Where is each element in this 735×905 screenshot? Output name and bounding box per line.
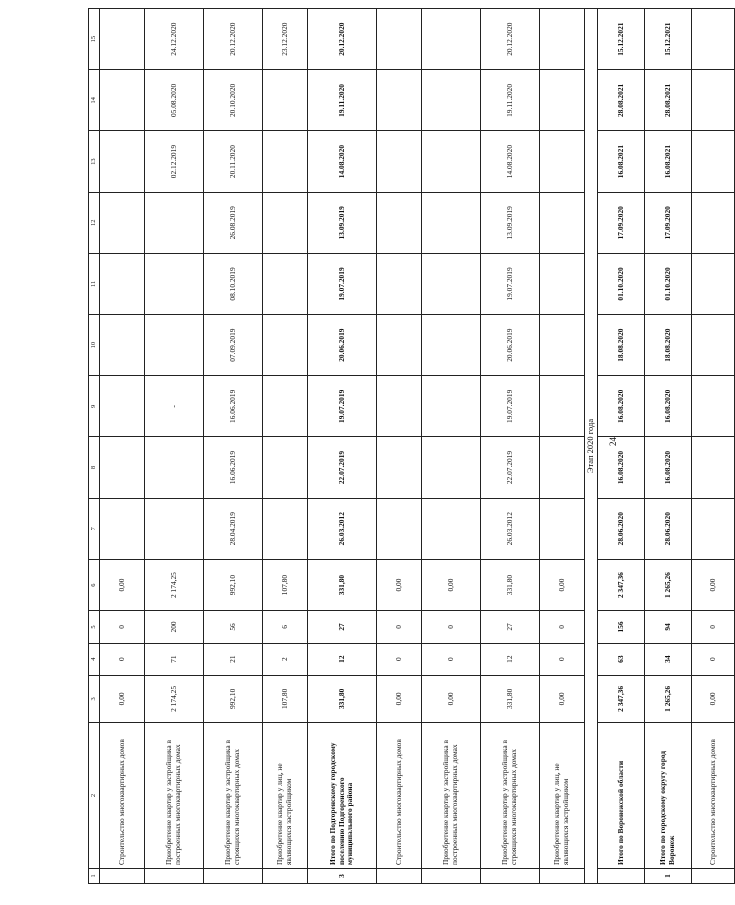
table-row bbox=[540, 9, 585, 884]
data-cell bbox=[377, 437, 422, 498]
stage-row bbox=[585, 9, 598, 884]
data-cell bbox=[100, 498, 145, 559]
data-cell: 0 bbox=[692, 643, 735, 675]
data-cell: 19.07.2019 bbox=[308, 376, 377, 437]
data-cell bbox=[145, 315, 204, 376]
data-cell bbox=[692, 9, 735, 70]
data-cell: 16.06.2019 bbox=[204, 376, 263, 437]
data-cell: 0 bbox=[422, 643, 481, 675]
data-cell: 17.09.2020 bbox=[598, 192, 645, 253]
data-cell: 01.10.2020 bbox=[598, 253, 645, 314]
col-header: 7 bbox=[89, 498, 100, 559]
data-cell bbox=[263, 498, 308, 559]
data-cell: 94 bbox=[645, 611, 692, 643]
row-name-cell: Итого по Подгоренскому городскому поселению Подгоренского муниципального района bbox=[308, 722, 377, 868]
row-name-cell: Строительство многоквартирных домов bbox=[377, 722, 422, 868]
data-cell: 20.12.2020 bbox=[308, 9, 377, 70]
data-cell: 26.08.2019 bbox=[204, 192, 263, 253]
data-cell: 34 bbox=[645, 643, 692, 675]
data-cell bbox=[100, 376, 145, 437]
data-cell: 331,80 bbox=[481, 559, 540, 611]
data-cell: 0 bbox=[540, 611, 585, 643]
data-cell bbox=[263, 131, 308, 192]
table-row bbox=[145, 9, 204, 884]
table-row bbox=[377, 9, 422, 884]
data-cell: - bbox=[145, 376, 204, 437]
table-row bbox=[481, 9, 540, 884]
data-cell bbox=[377, 131, 422, 192]
column-number-row bbox=[89, 9, 100, 884]
row-number-cell bbox=[145, 868, 204, 883]
col-header: 3 bbox=[89, 675, 100, 722]
data-cell: 0 bbox=[692, 611, 735, 643]
housing-program-table bbox=[88, 8, 735, 884]
row-name-cell: Приобретение квартир у лиц, не являющихся застройщиком bbox=[263, 722, 308, 868]
table-row bbox=[308, 9, 377, 884]
row-number-cell bbox=[540, 868, 585, 883]
data-cell: 13.09.2019 bbox=[481, 192, 540, 253]
data-cell bbox=[377, 253, 422, 314]
data-cell: 28.04.2019 bbox=[204, 498, 263, 559]
page-number: 24 bbox=[608, 437, 618, 446]
data-cell: 0 bbox=[377, 611, 422, 643]
data-cell bbox=[540, 9, 585, 70]
data-cell bbox=[540, 70, 585, 131]
col-header: 11 bbox=[89, 253, 100, 314]
row-number-cell bbox=[481, 868, 540, 883]
data-cell: 20.12.2020 bbox=[481, 9, 540, 70]
col-header: 8 bbox=[89, 437, 100, 498]
data-cell: 2 174,25 bbox=[145, 559, 204, 611]
data-cell: 28.06.2020 bbox=[645, 498, 692, 559]
data-cell: 71 bbox=[145, 643, 204, 675]
data-cell bbox=[263, 376, 308, 437]
col-header: 9 bbox=[89, 376, 100, 437]
data-cell bbox=[692, 192, 735, 253]
data-cell: 20.10.2020 bbox=[204, 70, 263, 131]
data-cell bbox=[377, 315, 422, 376]
data-cell bbox=[145, 437, 204, 498]
data-cell: 12 bbox=[481, 643, 540, 675]
data-cell: 1 265,26 bbox=[645, 675, 692, 722]
data-cell: 18.08.2020 bbox=[598, 315, 645, 376]
data-cell bbox=[377, 9, 422, 70]
data-cell: 26.03.2012 bbox=[308, 498, 377, 559]
data-cell bbox=[100, 131, 145, 192]
row-number-cell bbox=[100, 868, 145, 883]
table-row bbox=[100, 9, 145, 884]
data-cell: 22.07.2019 bbox=[481, 437, 540, 498]
data-cell bbox=[377, 376, 422, 437]
table-row bbox=[422, 9, 481, 884]
data-cell: 16.06.2019 bbox=[204, 437, 263, 498]
data-cell: 2 174,25 bbox=[145, 675, 204, 722]
data-cell: 24.12.2020 bbox=[145, 9, 204, 70]
data-cell: 16.08.2020 bbox=[598, 376, 645, 437]
data-cell: 63 bbox=[598, 643, 645, 675]
data-cell bbox=[540, 192, 585, 253]
row-number-cell bbox=[204, 868, 263, 883]
data-cell bbox=[263, 70, 308, 131]
data-cell: 20.06.2019 bbox=[308, 315, 377, 376]
data-cell bbox=[422, 315, 481, 376]
data-cell: 0,00 bbox=[377, 559, 422, 611]
data-cell: 2 bbox=[263, 643, 308, 675]
data-cell: 27 bbox=[308, 611, 377, 643]
data-cell bbox=[100, 253, 145, 314]
data-cell bbox=[692, 498, 735, 559]
data-cell bbox=[422, 131, 481, 192]
data-cell: 19.07.2019 bbox=[481, 376, 540, 437]
data-cell: 19.11.2020 bbox=[308, 70, 377, 131]
data-cell: 05.08.2020 bbox=[145, 70, 204, 131]
data-cell: 0,00 bbox=[100, 559, 145, 611]
data-cell: 01.10.2020 bbox=[645, 253, 692, 314]
data-cell bbox=[422, 9, 481, 70]
data-cell: 02.12.2019 bbox=[145, 131, 204, 192]
data-cell bbox=[263, 192, 308, 253]
data-cell: 16.08.2020 bbox=[598, 437, 645, 498]
data-cell: 22.07.2019 bbox=[308, 437, 377, 498]
data-cell bbox=[263, 253, 308, 314]
row-number-cell: 1 bbox=[645, 868, 692, 883]
data-cell bbox=[100, 192, 145, 253]
data-cell: 56 bbox=[204, 611, 263, 643]
table-row bbox=[692, 9, 735, 884]
data-cell: 6 bbox=[263, 611, 308, 643]
data-cell bbox=[263, 437, 308, 498]
data-cell bbox=[540, 253, 585, 314]
table-row bbox=[263, 9, 308, 884]
data-cell: 23.12.2020 bbox=[263, 9, 308, 70]
data-cell bbox=[692, 253, 735, 314]
data-cell: 20.12.2020 bbox=[204, 9, 263, 70]
data-cell bbox=[692, 376, 735, 437]
row-name-cell: Приобретение квартир у застройщика в строящихся многоквартирных домах bbox=[481, 722, 540, 868]
data-cell bbox=[377, 498, 422, 559]
data-cell: 12 bbox=[308, 643, 377, 675]
row-number-cell bbox=[692, 868, 735, 883]
data-cell: 14.08.2020 bbox=[308, 131, 377, 192]
data-cell: 0 bbox=[377, 643, 422, 675]
data-cell: 2 347,36 bbox=[598, 675, 645, 722]
rotated-table-wrapper bbox=[88, 8, 717, 884]
data-cell bbox=[422, 70, 481, 131]
data-cell: 200 bbox=[145, 611, 204, 643]
data-cell: 0 bbox=[100, 643, 145, 675]
data-cell: 16.08.2021 bbox=[645, 131, 692, 192]
row-name-cell: Приобретение квартир у застройщика в построенных многоквартирных домах bbox=[422, 722, 481, 868]
col-header: 4 bbox=[89, 643, 100, 675]
data-cell bbox=[692, 70, 735, 131]
data-cell: 0,00 bbox=[540, 559, 585, 611]
row-number-cell bbox=[263, 868, 308, 883]
col-header: 15 bbox=[89, 9, 100, 70]
data-cell: 0,00 bbox=[540, 675, 585, 722]
data-cell bbox=[422, 376, 481, 437]
data-cell: 16.08.2021 bbox=[598, 131, 645, 192]
row-name-cell: Приобретение квартир у лиц, не являющихся застройщиком bbox=[540, 722, 585, 868]
data-cell: 18.08.2020 bbox=[645, 315, 692, 376]
data-cell: 21 bbox=[204, 643, 263, 675]
data-cell bbox=[263, 315, 308, 376]
data-cell: 28.06.2020 bbox=[598, 498, 645, 559]
col-header: 2 bbox=[89, 722, 100, 868]
data-cell: 28.08.2021 bbox=[598, 70, 645, 131]
row-number-cell bbox=[422, 868, 481, 883]
data-cell bbox=[540, 376, 585, 437]
data-cell: 2 347,36 bbox=[598, 559, 645, 611]
col-header: 14 bbox=[89, 70, 100, 131]
data-cell: 992,10 bbox=[204, 675, 263, 722]
data-cell: 0,00 bbox=[377, 675, 422, 722]
col-header: 10 bbox=[89, 315, 100, 376]
data-cell: 13.09.2019 bbox=[308, 192, 377, 253]
data-cell bbox=[100, 9, 145, 70]
data-cell bbox=[145, 253, 204, 314]
data-cell bbox=[145, 498, 204, 559]
row-number-cell: 3 bbox=[308, 868, 377, 883]
data-cell: 19.07.2019 bbox=[308, 253, 377, 314]
table-row bbox=[598, 9, 645, 884]
row-name-cell: Строительство многоквартирных домов bbox=[692, 722, 735, 868]
data-cell bbox=[692, 131, 735, 192]
data-cell bbox=[377, 70, 422, 131]
data-cell: 0 bbox=[100, 611, 145, 643]
data-cell bbox=[100, 70, 145, 131]
col-header: 13 bbox=[89, 131, 100, 192]
table-row bbox=[204, 9, 263, 884]
data-cell bbox=[145, 192, 204, 253]
row-number-cell bbox=[598, 868, 645, 883]
data-cell: 0,00 bbox=[100, 675, 145, 722]
data-cell bbox=[422, 192, 481, 253]
col-header: 1 bbox=[89, 868, 100, 883]
row-number-cell bbox=[377, 868, 422, 883]
data-cell: 28.08.2021 bbox=[645, 70, 692, 131]
row-name-cell: Итого по городскому округу город Воронеж bbox=[645, 722, 692, 868]
data-cell: 07.09.2019 bbox=[204, 315, 263, 376]
data-cell: 107,80 bbox=[263, 559, 308, 611]
data-cell bbox=[422, 498, 481, 559]
data-cell: 14.08.2020 bbox=[481, 131, 540, 192]
data-cell: 156 bbox=[598, 611, 645, 643]
data-cell: 26.03.2012 bbox=[481, 498, 540, 559]
data-cell bbox=[100, 437, 145, 498]
data-cell bbox=[422, 437, 481, 498]
data-cell: 0,00 bbox=[422, 559, 481, 611]
data-cell: 992,10 bbox=[204, 559, 263, 611]
row-name-cell: Приобретение квартир у застройщика в построенных многоквартирных домах bbox=[145, 722, 204, 868]
data-cell bbox=[540, 498, 585, 559]
col-header: 12 bbox=[89, 192, 100, 253]
data-cell: 08.10.2019 bbox=[204, 253, 263, 314]
stage-label: Этап 2020 года bbox=[585, 9, 598, 884]
data-cell bbox=[692, 437, 735, 498]
data-cell: 27 bbox=[481, 611, 540, 643]
data-cell: 16.08.2020 bbox=[645, 437, 692, 498]
data-cell: 20.11.2020 bbox=[204, 131, 263, 192]
data-cell: 17.09.2020 bbox=[645, 192, 692, 253]
data-cell: 15.12.2021 bbox=[598, 9, 645, 70]
data-cell: 0 bbox=[422, 611, 481, 643]
data-cell bbox=[540, 315, 585, 376]
data-cell: 19.11.2020 bbox=[481, 70, 540, 131]
data-cell: 16.08.2020 bbox=[645, 376, 692, 437]
data-cell: 331,80 bbox=[481, 675, 540, 722]
data-cell: 0 bbox=[540, 643, 585, 675]
data-cell: 15.12.2021 bbox=[645, 9, 692, 70]
data-cell bbox=[377, 192, 422, 253]
data-cell bbox=[692, 315, 735, 376]
col-header: 5 bbox=[89, 611, 100, 643]
data-cell: 331,80 bbox=[308, 559, 377, 611]
data-cell: 0,00 bbox=[692, 675, 735, 722]
data-cell bbox=[422, 253, 481, 314]
data-cell: 0,00 bbox=[422, 675, 481, 722]
data-cell bbox=[100, 315, 145, 376]
row-name-cell: Строительство многоквартирных домов bbox=[100, 722, 145, 868]
row-name-cell: Итого по Воронежской области bbox=[598, 722, 645, 868]
data-cell bbox=[540, 131, 585, 192]
col-header: 6 bbox=[89, 559, 100, 611]
data-cell bbox=[540, 437, 585, 498]
data-cell: 1 265,26 bbox=[645, 559, 692, 611]
row-name-cell: Приобретение квартир у застройщика в строящихся многоквартирных домах bbox=[204, 722, 263, 868]
data-cell: 331,80 bbox=[308, 675, 377, 722]
data-cell: 20.06.2019 bbox=[481, 315, 540, 376]
table-row bbox=[645, 9, 692, 884]
data-cell: 19.07.2019 bbox=[481, 253, 540, 314]
data-cell: 0,00 bbox=[692, 559, 735, 611]
data-cell: 107,80 bbox=[263, 675, 308, 722]
